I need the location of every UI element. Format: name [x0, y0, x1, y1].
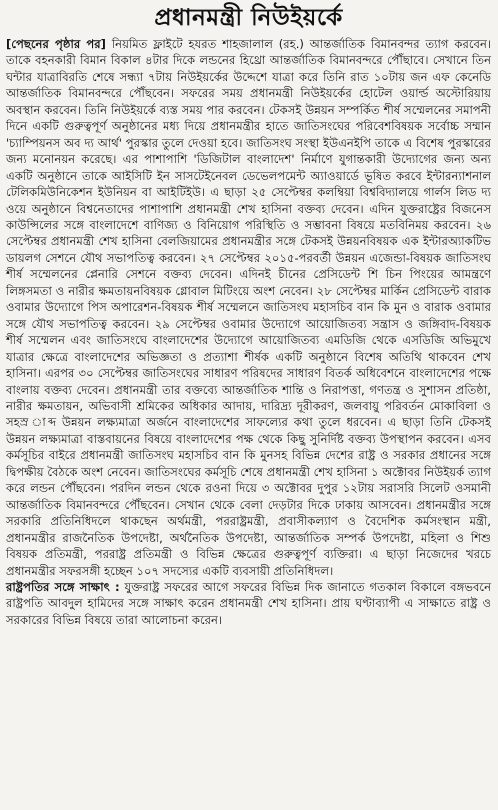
article-body	[6, 36, 491, 628]
article-text: নিয়মিত ফ্লাইটে হযরত শাহজালাল (রহ.) আন্তর্জাতিক বিমানবন্দর ত্যাগ করবেন। তাকে বহনকারী বিমান বিকাল ৪টার দিকে লন্ডনের হিথ্রো আন্তর্জাতিক বিমানবন্দরে পৌঁছাবে। সেখানে তিন ঘন্টার যাত্রাবিরতি শেষে সন্ধ্যা ৭টায় নিউইয়র্কের উদ্দেশে যাত্রা করে তিনি রাত ১০টায় জন এফ কেনেডি আন্তর্জাতিক বিমানবন্দরে পৌঁছবেন। সফরের সময় প্রধানমন্ত্রী নিউইয়র্কের হোটেল ওয়ার্ল্ড অস্টোরিয়ায় অবস্থান করবেন। তিনি নিউইয়র্কে ব্যস্ত সময় পার করবেন। টেকসই উন্নয়ন সম্পর্কিত শীর্ষ সম্মেলনের সমাপনী দিনে একটি গুরুত্বপূর্ণ অনুষ্ঠানের মধ্য দিয়ে প্রধানমন্ত্রীর হাতে জাতিসংঘের পরিবেশবিষয়ক সর্বোচ্চ সম্মান 'চ্যাম্পিয়নস অব দ্য আর্থ' পুরস্কার তুলে দেওয়া হবে। জাতিসংঘ সংস্থা ইউএনইপি তাকে এ বিশেষ পুরস্কারের জন্য মনোনয়ন করেছে। এর পাশাপাশি 'ডিজিটাল বাংলাদেশ' নির্মাণে যুগান্তকারী উদ্যোগের জন্য অন্য একটি অনুষ্ঠানে তাকে আইসিটি ইন সাসটেইনেবল ডেভেলপমেন্ট অ্যাওয়ার্ডে ভূষিত করবে ইন্টারন্যাশনাল টেলিকমিউনিকেশন ইউনিয়ন বা আইটিইউ। এ ছাড়া ২৫ সেপ্টেম্বর কলম্বিয়া বিশ্ববিদ্যালয়ে গার্লস লিড দ্য ওয়ে অনুষ্ঠানে বিশ্বনেতাদের পাশাপাশি প্রধানমন্ত্রী শেখ হাসিনা বক্তব্য দেবেন। এদিন যুক্তরাষ্ট্রের বিজনেস কাউন্সিলের সঙ্গে বাংলাদেশে বাণিজ্য ও বিনিয়োগ পরিস্থিতি ও সম্ভাবনা বিষয়ে মতবিনিময় করবেন। ২৬ সেপ্টেম্বর প্রধানমন্ত্রী শেখ হাসিনা বেলজিয়ামের প্রধানমন্ত্রীর সঙ্গে টেকসই উন্নয়নবিষয়ক এক ইন্টারঅ্যাকটিভ ডায়লগ সেশনে যৌথ সভাপতিত্ব করবেন। ২৭ সেপ্টেম্বর ২০১৫-পরবর্তী উন্নয়ন এজেন্ডা-বিষয়ক জাতিসংঘ শীর্ষ সম্মেলনের প্লেনারি সেশনে বক্তব্য দেবেন। এদিনই চীনের প্রেসিডেন্ট শি চিন পিংয়ের আমন্ত্রণে লিঙ্গসমতা ও নারীর ক্ষমতায়নবিষয়ক গ্লোবাল মিটিংয়ে অংশ নেবেন। ২৮ সেপ্টেম্বর মার্কিন প্রেসিডেন্ট বারাক ওবামার উদ্যোগে পিস অপারেশন-বিষয়ক শীর্ষ সম্মেলনে জাতিসংঘ মহাসচিব বান কি মুন ও বারাক ওবামার সঙ্গে যৌথ সভাপতিত্ব করবেন। ২৯ সেপ্টেম্বর ওবামার উদ্যোগে আয়োজিতব্য সন্ত্রাস ও জঙ্গিবাদ-বিষয়ক শীর্ষ সম্মেলন এবং জাতিসংঘে বাংলাদেশের উদ্যোগে আয়োজিতব্য এমডিজি থেকে এসডিজি অভিমুখে যাত্রার ক্ষেত্রে বাংলাদেশের অভিজ্ঞতা ও প্রত্যাশা শীর্ষক একটি অনুষ্ঠানে বিশেষ অতিথি থাকবেন শেখ হাসিনা। এরপর ৩০ সেপ্টেম্বর জাতিসংঘের সাধারণ পরিষদের সাধারণ বিতর্ক অধিবেশনে বাংলাদেশের পক্ষে বাংলায় বক্তব্য দেবেন। প্রধানমন্ত্রী তার বক্তব্যে আন্তর্জাতিক শান্তি ও নিরাপত্তা, গণতন্ত্র ও সুশাসন প্রতিষ্ঠা, নারীর ক্ষমতায়ন, অভিবাসী শ্রমিকের অধিকার আদায়, দারিদ্র্য দূরীকরণ, জলবায়ু পরিবর্তন মোকাবিলা ও সহস্র াব্দ উন্নয়ন লক্ষ্যমাত্রা অর্জনে বাংলাদেশের সাফল্যের কথা তুলে ধরবেন। এ ছাড়া তিনি টেকসই উন্নয়ন লক্ষ্যমাত্রা বাস্তবায়নের বিষয়ে বাংলাদেশের পক্ষ থেকে কিছু সুনির্দিষ্ট বক্তব্য উপস্থাপন করবেন। এসব কর্মসূচির বাইরে প্রধানমন্ত্রী জাতিসংঘ মহাসচিব বান কি মুনসহ বিভিন্ন দেশের রাষ্ট্র ও সরকার প্রধানের সঙ্গে দ্বিপক্ষীয় বৈঠকে অংশ নেবেন। জাতিসংঘের কর্মসূচি শেষে প্রধানমন্ত্রী শেখ হাসিনা ১ অক্টোবর নিউইয়র্ক ত্যাগ করে লন্ডন পৌঁছবেন। পরদিন লন্ডন থেকে রওনা দিয়ে ৩ অক্টোবর দুপুর ১২টায় সরাসরি সিলেট ওসমানী আন্তর্জাতিক বিমানবন্দরে পৌঁছবেন। সেখান থেকে বেলা দেড়টার দিকে ঢাকায় আসবেন। প্রধানমন্ত্রীর সঙ্গে সরকারি প্রতিনিধিদলে থাকছেন অর্থমন্ত্রী, পররাষ্ট্রমন্ত্রী, প্রবাসীকল্যাণ ও বৈদেশিক কর্মসংস্থান মন্ত্রী, প্রধানমন্ত্রীর রাজনৈতিক উপদেষ্টা, অর্থনৈতিক উপদেষ্টা, আন্তর্জাতিক সম্পর্ক উপদেষ্টা, মহিলা ও শিশু বিষয়ক প্রতিমন্ত্রী, পররাষ্ট্র প্রতিমন্ত্রী ও বিভিন্ন ক্ষেত্রের গুরুত্বপূর্ণ ব্যক্তিরা। এ ছাড়া নিজেদের খরচে প্রধানমন্ত্রীর সফরসঙ্গী হচ্ছেন ১০৭ সদস্যের একটি ব্যবসায়ী প্রতিনিধিদল।	[6, 37, 492, 578]
subsection-paragraph	[6, 579, 491, 628]
subsection-text: যুক্তরাষ্ট্র সফরের আগে সফরের বিভিন্ন দিক জানাতে গতকাল বিকালে বঙ্গভবনে রাষ্ট্রপতি আবদুল হামিদের সঙ্গে সাক্ষাৎ করেন প্রধানমন্ত্রী শেখ হাসিনা। প্রায় ঘণ্টাব্যাপী এ সাক্ষাতে রাষ্ট্র ও সরকারের বিভিন্ন বিষয়ে তারা আলোচনা করেন।	[6, 579, 491, 627]
headline: প্রধানমন্ত্রী নিউইয়র্কে	[154, 5, 343, 31]
continuation-marker: [পেছনের পৃষ্ঠার পর]	[6, 37, 106, 51]
subsection-heading: রাষ্ট্রপতির সঙ্গে সাক্ষাৎ :	[6, 579, 120, 594]
article-paragraph	[6, 36, 491, 579]
